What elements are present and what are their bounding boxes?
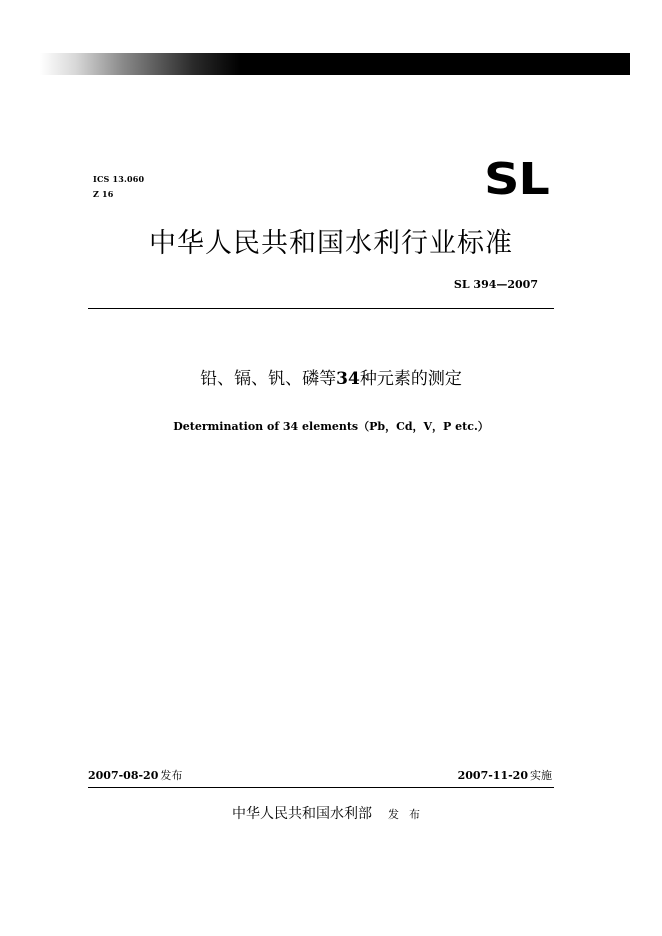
header-divider (88, 308, 554, 309)
issue-date: 2007-08-20 (88, 769, 159, 782)
effective-date: 2007-11-20 (457, 769, 528, 782)
document-title-number: 34 (336, 369, 360, 389)
effective-label: 实施 (530, 769, 552, 782)
ccs-code: Z 16 (93, 189, 114, 199)
issue-label: 发布 (160, 769, 183, 782)
document-title-prefix: 铅、镉、钒、磷等 (200, 369, 337, 389)
ics-code: ICS 13.060 (93, 174, 145, 184)
header-gradient-bar (40, 53, 630, 75)
footer-divider (88, 787, 554, 788)
publish-action: 发布 (388, 808, 430, 821)
classification-codes (93, 172, 144, 202)
issue-date-row (88, 768, 182, 784)
effective-date-row (458, 768, 552, 784)
document-title (0, 366, 662, 392)
publisher-line (0, 804, 662, 825)
document-english-title: Determination of 34 elements（Pb，Cd，V，P etc.） (173, 420, 489, 433)
standard-title: 中华人民共和国水利行业标准 (149, 228, 513, 259)
standard-number: SL 394—2007 (453, 278, 538, 291)
document-title-suffix: 种元素的测定 (359, 369, 462, 389)
sl-logo: SL (484, 154, 549, 205)
publisher-name: 中华人民共和国水利部 (232, 806, 372, 822)
